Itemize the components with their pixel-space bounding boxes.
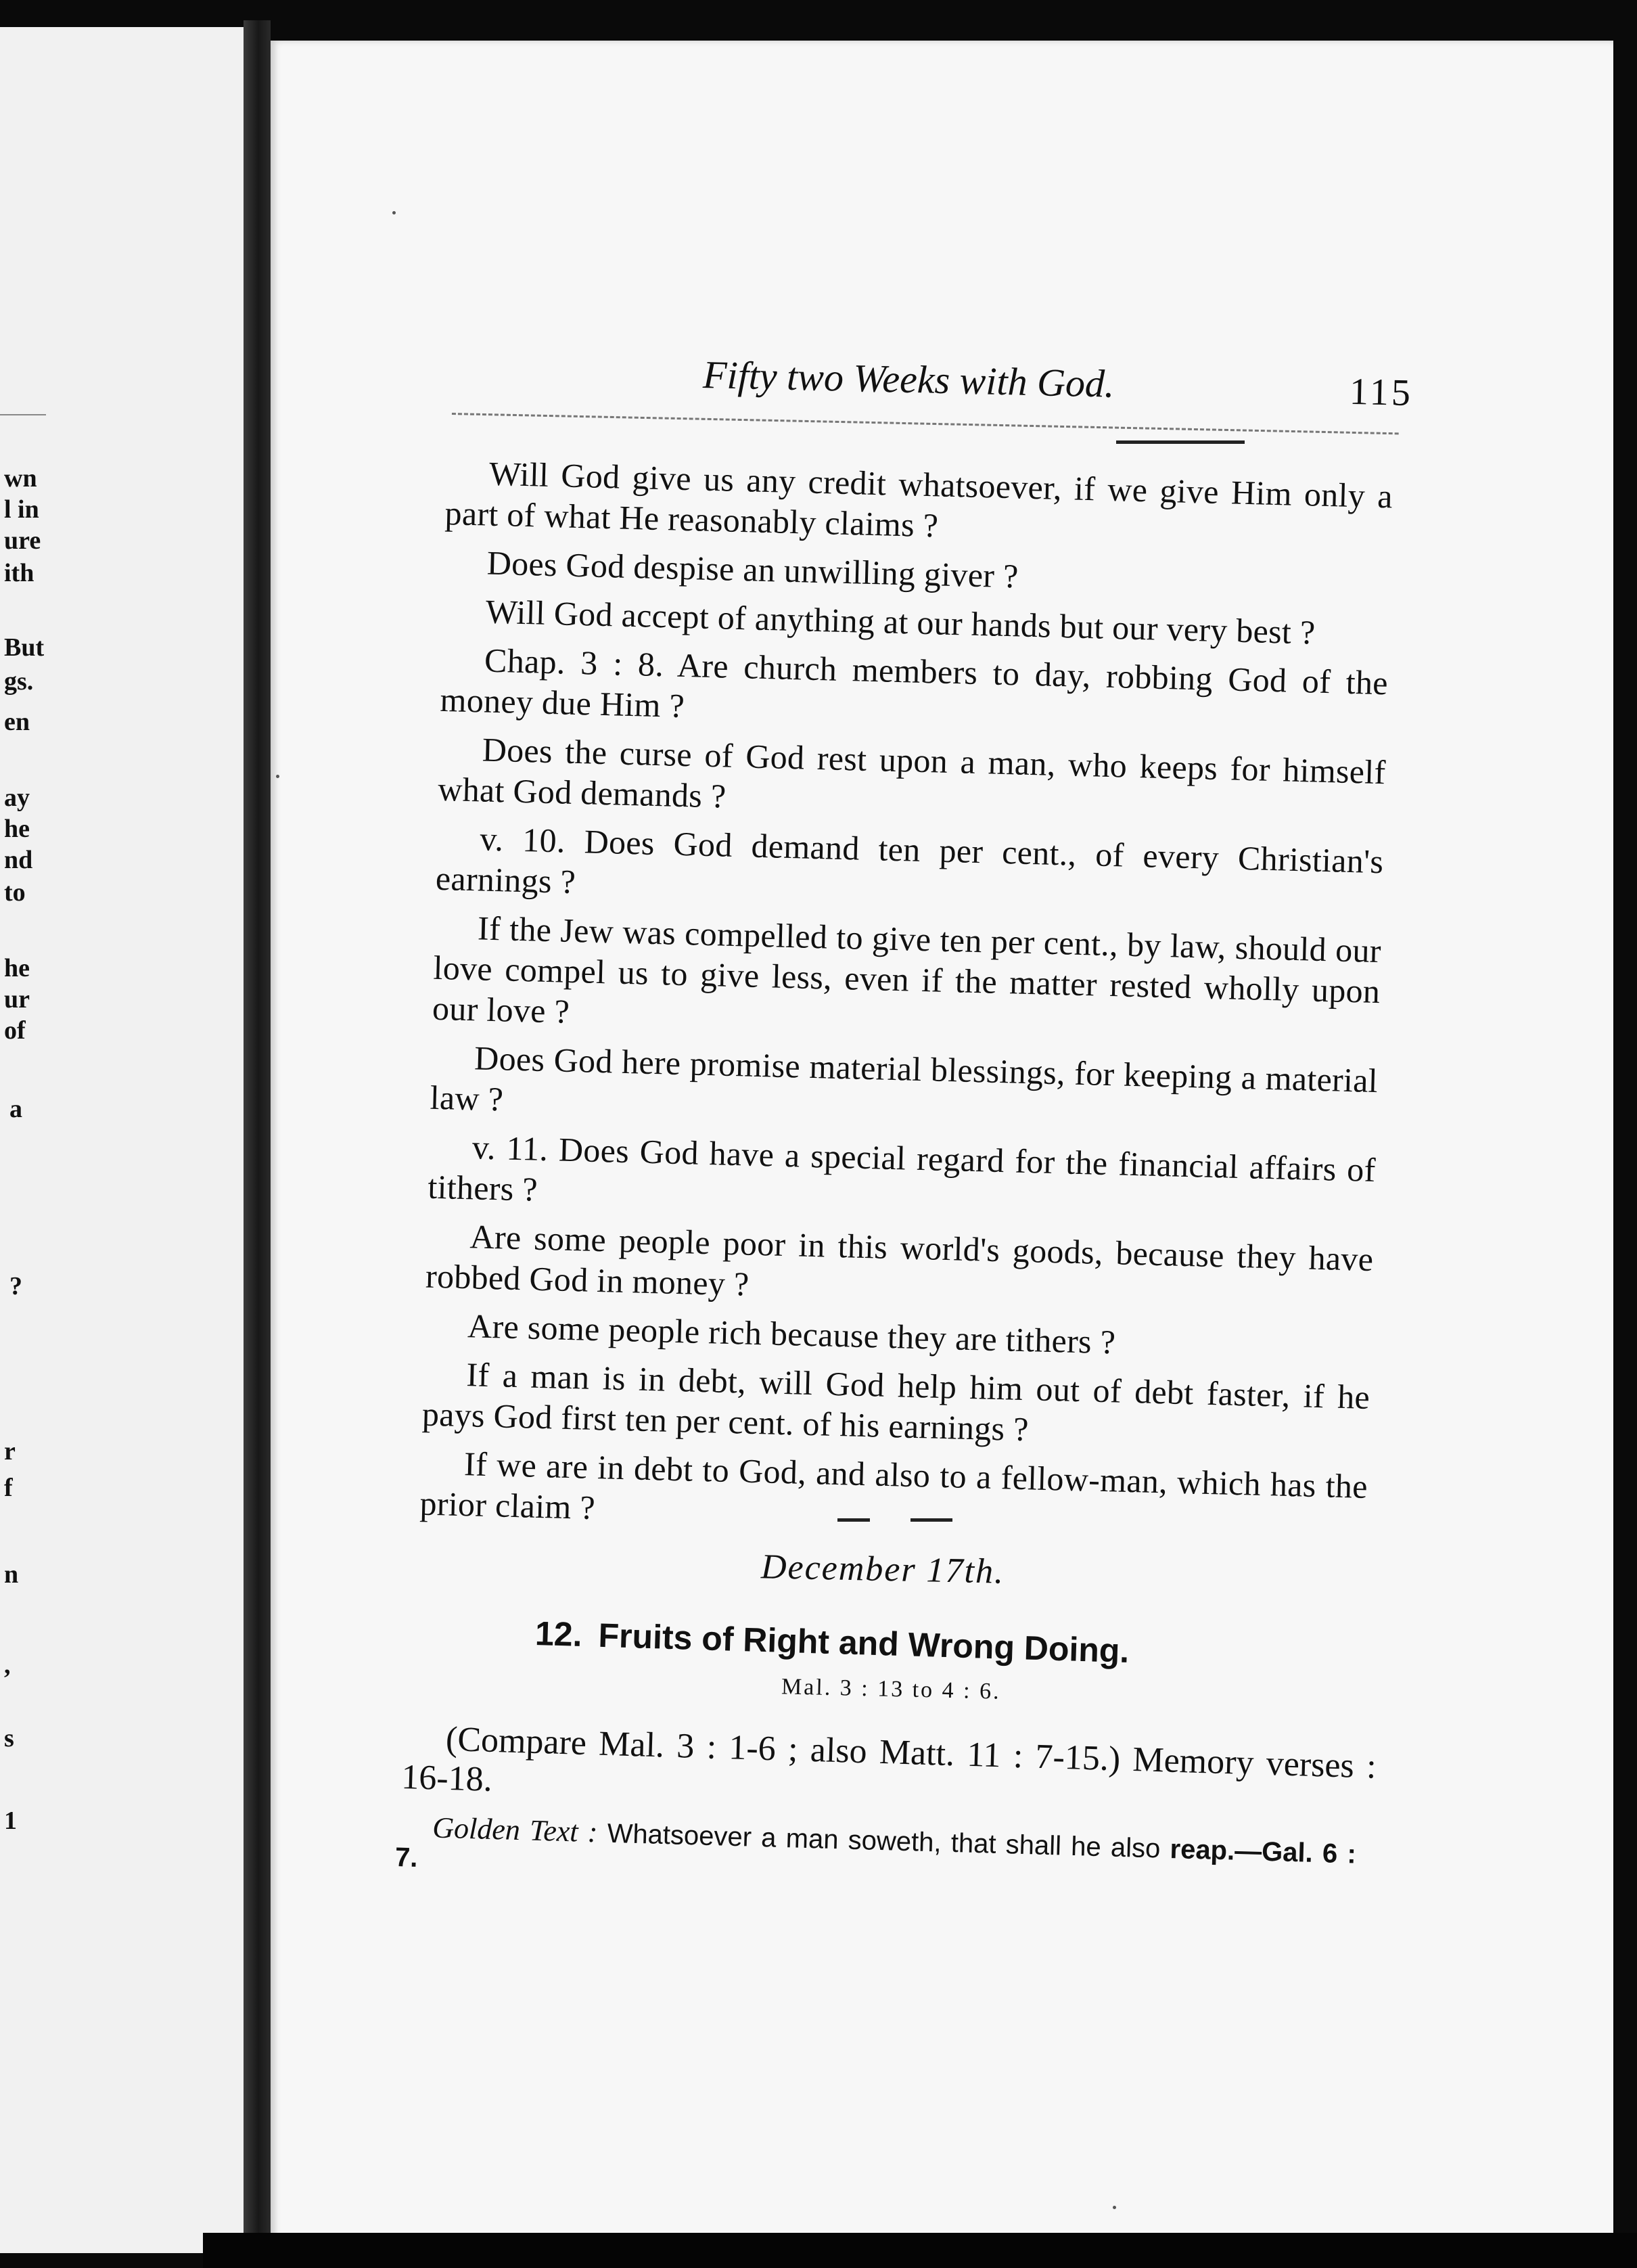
golden-text-citation: reap.—Gal. 6 : 7. — [394, 1834, 1357, 1873]
lesson-title: Fruits of Right and Wrong Doing. — [597, 1616, 1130, 1671]
question-paragraph: If we are in debt to God, and also to a fellow-man, which has the prior claim ? — [419, 1445, 1368, 1527]
header-rule-accent — [1116, 440, 1245, 444]
question-paragraph: Are some people rich because they are tithers ? — [467, 1307, 1116, 1361]
fragment-text: ith — [4, 559, 34, 587]
fragment-text: ay — [4, 784, 30, 812]
dust-speck — [392, 211, 396, 214]
fragment-text: nd — [4, 846, 33, 874]
question-paragraph: Will God accept of anything at our hands but our very best ? — [485, 592, 1316, 652]
fragment-text: ur — [4, 985, 30, 1014]
previous-page-edge — [0, 27, 245, 2253]
running-title: Fifty two Weeks with God. — [702, 352, 1115, 406]
book-gutter — [244, 20, 271, 2268]
previous-page-rule — [0, 414, 46, 415]
fragment-text: gs. — [4, 667, 34, 696]
golden-text-body: Whatsoever a man soweth, that shall he also — [607, 1818, 1161, 1864]
page-number: 115 — [1349, 370, 1414, 415]
question-paragraph: Are some people poor in this world's goods, because they have robbed God in money ? — [425, 1217, 1374, 1303]
question-paragraph: If the Jew was compelled to give ten per cent., by law, should our love compel us to give less, even if the matter rested wholly upon our love ? — [432, 909, 1382, 1030]
fragment-text: of — [4, 1016, 26, 1045]
scripture-reference: Mal. 3 : 13 to 4 : 6. — [781, 1674, 1001, 1704]
question-list — [419, 452, 1393, 1556]
fragment-text: But — [4, 633, 45, 662]
question-paragraph: Does God here promise material blessings, for keeping a material law ? — [430, 1039, 1379, 1118]
fragment-text: a — [9, 1095, 22, 1123]
fragment-text: he — [4, 954, 30, 982]
fragment-text: to — [4, 878, 26, 907]
question-paragraph: Will God give us any credit whatsoever, if we give Him only a part of what He reasonably claims ? — [444, 454, 1393, 545]
fragment-text: ure — [4, 526, 41, 555]
question-paragraph: If a man is in debt, will God help him out of debt faster, if he pays God first ten per cent. of his earnings ? — [421, 1355, 1370, 1449]
scan-border — [203, 2233, 1637, 2268]
fragment-text: en — [4, 708, 30, 736]
dust-speck — [1113, 2206, 1116, 2209]
dust-speck — [276, 775, 279, 778]
fragment-text: 1 — [4, 1807, 17, 1835]
question-paragraph: v. 11. Does God have a special regard for the financial affairs of tithers ? — [427, 1128, 1377, 1208]
lesson-number: 12. — [534, 1614, 583, 1654]
question-paragraph: Does the curse of God rest upon a man, who keeps for himself what God demands ? — [437, 730, 1387, 815]
fragment-text: ? — [9, 1272, 22, 1300]
fragment-text: , — [4, 1651, 11, 1679]
question-paragraph: v. 10. Does God demand ten per cent., of every Christian's earnings ? — [435, 819, 1384, 901]
fragment-text: n — [4, 1560, 19, 1589]
section-divider — [837, 1518, 952, 1522]
golden-text-label: Golden Text : — [432, 1811, 599, 1849]
fragment-text: s — [4, 1724, 14, 1752]
fragment-text: wn — [4, 464, 37, 493]
fragment-text: f — [4, 1474, 13, 1502]
compare-text: (Compare Mal. 3 : 1-6 ; also Matt. 11 : 7-15.) Memory verses : 16-18. — [400, 1719, 1377, 1799]
lesson-date: December 17th. — [760, 1547, 1005, 1591]
fragment-text: he — [4, 815, 30, 843]
question-paragraph: Chap. 3 : 8. Are church members to day, robbing God of the money due Him ? — [440, 641, 1389, 725]
fragment-text: l in — [4, 495, 39, 524]
fragment-text: r — [4, 1437, 16, 1466]
question-paragraph: Does God despise an unwilling giver ? — [486, 543, 1019, 595]
